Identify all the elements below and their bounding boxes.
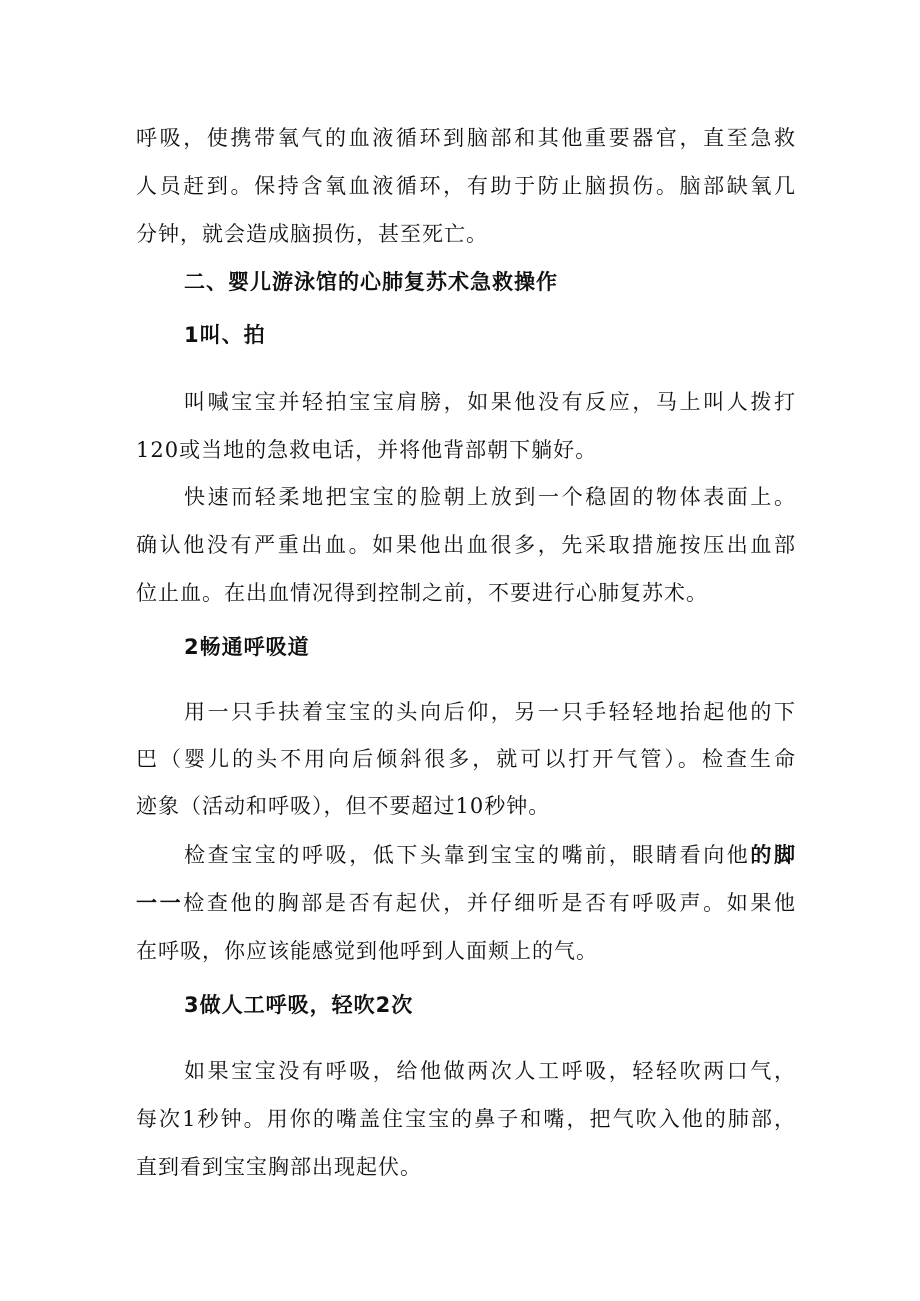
section-title: 二、婴儿游泳馆的心肺复苏术急救操作 bbox=[184, 270, 558, 294]
step3-p1-line-3: 直到看到宝宝胸部出现起伏。 bbox=[136, 1155, 422, 1179]
step2-p2-line-2-text: 检查他的胸部是否有起伏，并仔细听是否有呼吸声。如果他 bbox=[183, 891, 796, 915]
step1-p1-line-1: 叫喊宝宝并轻拍宝宝肩膀，如果他没有反应，马上叫人拨打 bbox=[184, 390, 796, 414]
step2-p2-line-1-bold: 的脚 bbox=[750, 843, 796, 867]
step2-p2-line-2 bbox=[136, 881, 796, 925]
step1-p1-line-2: 120或当地的急救电话，并将他背部朝下躺好。 bbox=[136, 438, 598, 462]
intro-line-3: 分钟，就会造成脑损伤，甚至死亡。 bbox=[136, 222, 488, 246]
step2-p2-line-1-text: 检查宝宝的呼吸，低下头靠到宝宝的嘴前，眼睛看向他 bbox=[184, 843, 751, 867]
intro-line-1: 呼吸，使携带氧气的血液循环到脑部和其他重要器官，直至急救 bbox=[136, 126, 796, 150]
step2-p2-line-1 bbox=[184, 833, 796, 877]
step1-p2-line-3: 位止血。在出血情况得到控制之前，不要进行心肺复苏术。 bbox=[136, 581, 708, 605]
step2-p2-line-3: 在呼吸，你应该能感觉到他呼到人面颊上的气。 bbox=[136, 939, 598, 963]
step1-p2-line-2: 确认他没有严重出血。如果他出血很多，先采取措施按压出血部 bbox=[136, 533, 796, 557]
step2-p1-line-3: 迹象（活动和呼吸），但不要超过10秒钟。 bbox=[136, 794, 551, 818]
step2-p2-line-2-dash: 一一 bbox=[136, 891, 184, 915]
step1-p2-line-1: 快速而轻柔地把宝宝的脸朝上放到一个稳固的物体表面上。 bbox=[184, 485, 796, 509]
intro-line-2: 人员赶到。保持含氧血液循环，有助于防止脑损伤。脑部缺氧几 bbox=[136, 174, 796, 198]
step2-p1-line-1: 用一只手扶着宝宝的头向后仰，另一只手轻轻地抬起他的下 bbox=[184, 700, 796, 724]
step2-heading: 2畅通呼吸道 bbox=[184, 635, 310, 659]
step2-p1-line-2: 巴（婴儿的头不用向后倾斜很多，就可以打开气管）。检查生命 bbox=[136, 747, 796, 771]
step1-heading: 1叫、拍 bbox=[184, 323, 266, 347]
step3-heading: 3做人工呼吸，轻吹2次 bbox=[184, 993, 414, 1017]
step3-p1-line-2: 每次1秒钟。用你的嘴盖住宝宝的鼻子和嘴，把气吹入他的肺部， bbox=[136, 1107, 796, 1131]
step3-p1-line-1: 如果宝宝没有呼吸，给他做两次人工呼吸，轻轻吹两口气， bbox=[184, 1059, 796, 1083]
